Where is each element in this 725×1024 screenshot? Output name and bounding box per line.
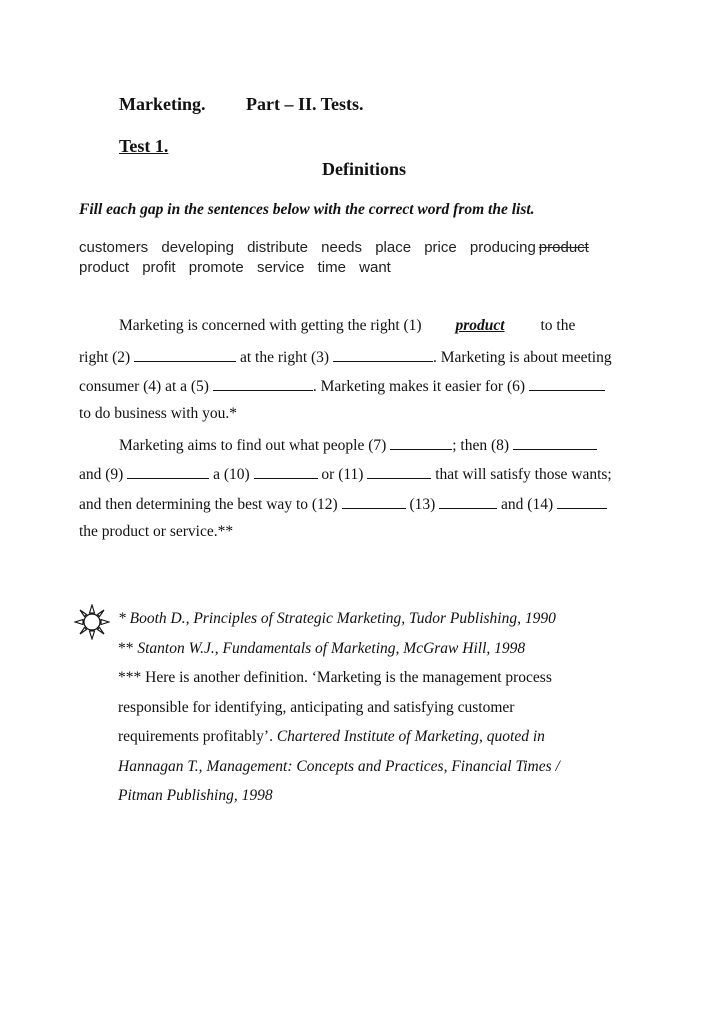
section-subtitle: Definitions	[322, 159, 407, 179]
paragraph-1-line-3	[79, 376, 605, 396]
text-segment: and then determining the best way to (12)	[79, 496, 338, 513]
paragraph-1-line-2	[79, 347, 612, 367]
word-item: needs	[321, 239, 363, 256]
footnote-3-line-2: responsible for identifying, anticipating and satisfying customer	[118, 699, 515, 716]
word-list-line-2	[79, 259, 400, 276]
word-item: profit	[142, 259, 176, 276]
footnote-3-line-1: *** Here is another definition. ‘Marketing is the management process	[118, 669, 552, 686]
blank-gap-6[interactable]	[529, 376, 605, 391]
text-segment: Marketing aims to find out what people (7)	[119, 437, 387, 454]
blank-gap-8[interactable]	[513, 435, 597, 450]
test-title: Test 1.	[119, 136, 169, 156]
word-list-line-1	[79, 239, 598, 256]
footnote-2	[118, 640, 525, 658]
word-item: service	[256, 259, 305, 276]
word-item: price	[424, 239, 457, 256]
text-segment: or (11)	[321, 466, 364, 483]
blank-gap-9[interactable]	[127, 464, 209, 479]
footnote-3-line-4: Hannagan T., Management: Concepts and Practices, Financial Times /	[118, 758, 560, 775]
instruction: Fill each gap in the sentences below with the correct word from the list.	[79, 201, 535, 218]
text-segment: right (2)	[79, 349, 131, 366]
blank-gap-7[interactable]	[390, 435, 452, 450]
paragraph-2-line-4: the product or service.**	[79, 523, 234, 540]
paragraph-1-line-1	[119, 317, 575, 335]
sun-icon	[74, 604, 110, 640]
text-segment: . Marketing makes it easier for (6)	[312, 378, 526, 395]
text-segment: consumer (4) at a (5)	[79, 378, 209, 395]
blank-gap-5[interactable]	[213, 376, 313, 391]
footnote-marker: **	[118, 640, 134, 657]
footnote-1: * Booth D., Principles of Strategic Marketing, Tudor Publishing, 1990	[118, 610, 556, 627]
word-item: developing	[161, 239, 234, 256]
word-item: place	[375, 239, 412, 256]
blank-gap-11[interactable]	[367, 464, 431, 479]
blank-gap-2[interactable]	[134, 347, 236, 362]
footnote-2-text: Stanton W.J., Fundamentals of Marketing, McGraw Hill, 1998	[137, 640, 526, 657]
paragraph-1-line-4: to do business with you.*	[79, 405, 238, 422]
part-heading: Part – II. Tests.	[246, 94, 364, 114]
text-segment: (13)	[409, 496, 436, 513]
blank-gap-10[interactable]	[254, 464, 318, 479]
text-segment: ; then (8)	[452, 437, 510, 454]
word-item: product	[79, 259, 130, 276]
paragraph-2-line-2	[79, 464, 612, 484]
paragraph-2-line-1	[119, 435, 597, 455]
struck-word: product	[538, 239, 589, 256]
word-item: customers	[79, 239, 149, 256]
answer-gap-1: product	[455, 317, 505, 334]
word-item: distribute	[247, 239, 308, 256]
blank-gap-12[interactable]	[342, 494, 406, 509]
citation-text: Chartered Institute of Marketing, quoted in	[276, 728, 545, 745]
blank-gap-3[interactable]	[333, 347, 433, 362]
blank-gap-14[interactable]	[557, 494, 607, 509]
word-item: want	[359, 259, 391, 276]
text-segment: a (10)	[213, 466, 250, 483]
footnote-3-line-5: Pitman Publishing, 1998	[118, 787, 273, 804]
text-segment: and (9)	[79, 466, 124, 483]
word-item: time	[317, 259, 346, 276]
text-segment: at the right (3)	[239, 349, 330, 366]
text-segment: . Marketing is about meeting	[432, 349, 612, 366]
text-segment: and (14)	[501, 496, 554, 513]
text-segment: requirements profitably’.	[118, 728, 273, 745]
blank-gap-13[interactable]	[439, 494, 497, 509]
text-segment: that will satisfy those wants;	[435, 466, 612, 483]
text-segment: Marketing is concerned with getting the right (1)	[119, 317, 422, 334]
subject-heading: Marketing.	[119, 94, 206, 114]
footnote-3-line-3	[118, 728, 545, 746]
paragraph-2-line-3	[79, 494, 607, 514]
word-item: producing	[469, 239, 536, 256]
word-item: promote	[188, 259, 244, 276]
text-segment: to the	[540, 317, 576, 334]
